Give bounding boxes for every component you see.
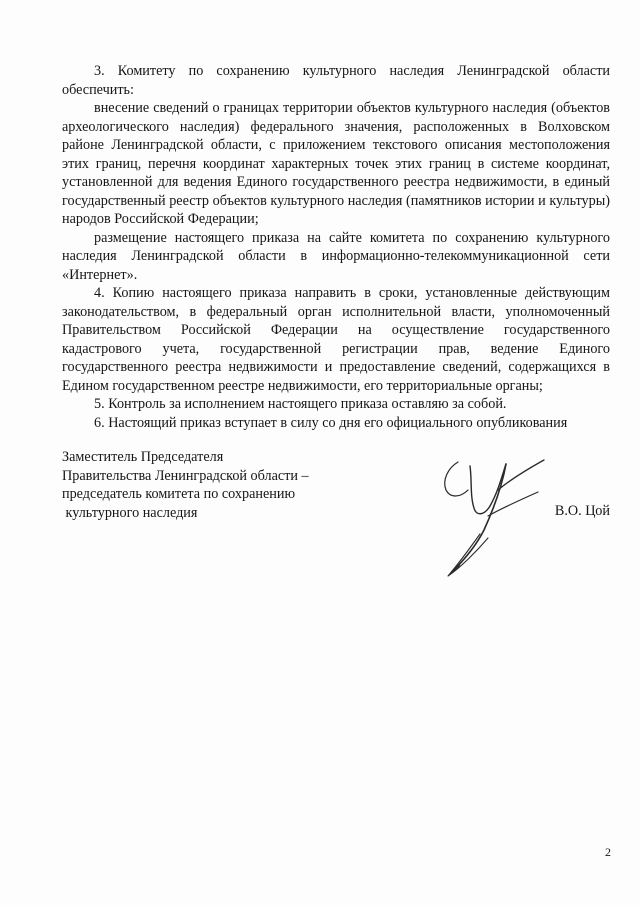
paragraph-item-6: 6. Настоящий приказ вступает в силу со дня его официального опубликования xyxy=(94,414,568,431)
page-number: 2 xyxy=(605,845,611,859)
handwritten-signature xyxy=(440,446,550,586)
signatory-title-line: председатель комитета по сохранению xyxy=(62,486,296,502)
signatory-title-line: Заместитель Председателя xyxy=(62,449,224,465)
paragraph-item-4: 4. Копию настоящего приказа направить в сроки, установленные действующим законодательством, в федеральный орган исполнительной власти, уполномоченный Правительством Российской Федерации на осуществление государственного кадастрового учета, государственной регистрации прав, ведение Единого государственного реестра недвижимости и предоставление сведений, содержащихся в Едином государственном реестре недвижимости, его территориальные органы; xyxy=(62,285,610,394)
paragraph-item-3: 3. Комитету по сохранению культурного наследия Ленинградской области обеспечить: xyxy=(62,63,610,98)
signatory-name: В.О. Цой xyxy=(554,503,610,519)
paragraph-boundaries-info: внесение сведений о границах территории объектов культурного наследия (объектов археологического наследия) федерального значения, расположенных в Волховском районе Ленинградской области, с приложением текстового описания местоположения этих границ, перечня координат характерных точек этих границ в системе координат, установленной для ведения Единого государственного реестра недвижимости, в единый государственный реестр объектов культурного наследия (памятников истории и культуры) народов Российской Федерации; xyxy=(62,100,610,227)
document-body xyxy=(62,62,610,432)
signatory-title-line: Правительства Ленинградской области – xyxy=(62,467,309,484)
paragraph-item-5: 5. Контроль за исполнением настоящего приказа оставляю за собой. xyxy=(94,396,507,412)
signatory-title-line: культурного наследия xyxy=(62,504,198,521)
signatory-title xyxy=(62,448,309,522)
paragraph-website-publication: размещение настоящего приказа на сайте комитета по сохранению культурного наследия Ленинградской области в информационно-телекоммуникационной сети «Интернет». xyxy=(62,229,610,283)
signature-block xyxy=(62,448,610,648)
